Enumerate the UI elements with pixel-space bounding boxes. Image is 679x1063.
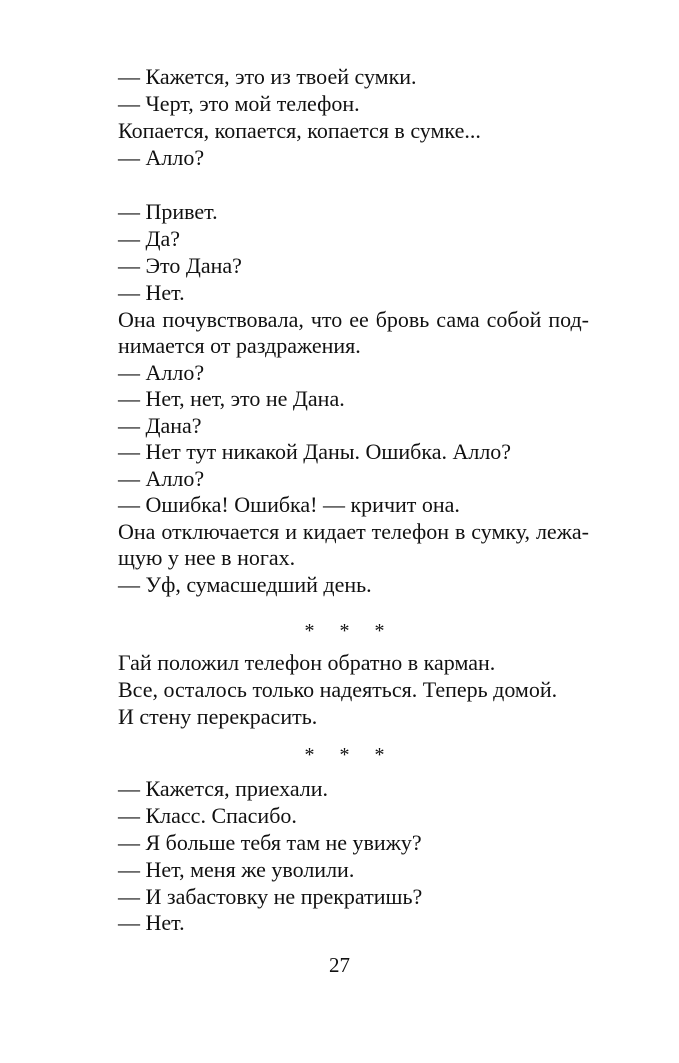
text-line: — Нет тут никакой Даны. Ошибка. Алло?: [118, 439, 512, 464]
section-separator: * * *: [304, 620, 395, 642]
text-line: Она отключается и кидает телефон в сумку, лежа-: [118, 519, 589, 544]
section-separator: * * *: [304, 744, 395, 766]
text-line: Она почувствовала, что ее бровь сама собой под-: [118, 307, 589, 332]
text-line: — Нет.: [118, 280, 185, 305]
text-line: — Нет, меня же уволили.: [118, 857, 355, 882]
text-line: — И забастовку не прекратишь?: [118, 884, 423, 909]
text-line: И стену перекрасить.: [118, 704, 318, 729]
text-line: — Кажется, это из твоей сумки.: [118, 64, 417, 89]
text-line: — Ошибка! Ошибка! — кричит она.: [118, 492, 460, 517]
text-line: нимается от раздражения.: [118, 333, 361, 358]
text-line: — Алло?: [118, 360, 205, 385]
text-line: щую у нее в ногах.: [118, 545, 296, 570]
page-number: 27: [329, 953, 350, 977]
text-line: — Уф, сумасшедший день.: [118, 572, 372, 597]
text-line: — Нет.: [118, 910, 185, 935]
text-line: — Да?: [118, 226, 181, 251]
text-line: — Я больше тебя там не увижу?: [118, 830, 422, 855]
text-line: — Черт, это мой телефон.: [118, 91, 360, 116]
text-line: — Алло?: [118, 145, 205, 170]
text-line: — Привет.: [118, 199, 218, 224]
text-line: Все, осталось только надеяться. Теперь домой.: [118, 677, 558, 702]
text-line: Копается, копается, копается в сумке...: [118, 118, 481, 143]
text-line: — Дана?: [118, 413, 202, 438]
text-line: — Кажется, приехали.: [118, 776, 329, 801]
text-line: — Нет, нет, это не Дана.: [118, 386, 345, 411]
text-line: Гай положил телефон обратно в карман.: [118, 650, 496, 675]
text-line: — Класс. Спасибо.: [118, 803, 297, 828]
text-line: — Алло?: [118, 466, 205, 491]
text-line: — Это Дана?: [118, 253, 242, 278]
